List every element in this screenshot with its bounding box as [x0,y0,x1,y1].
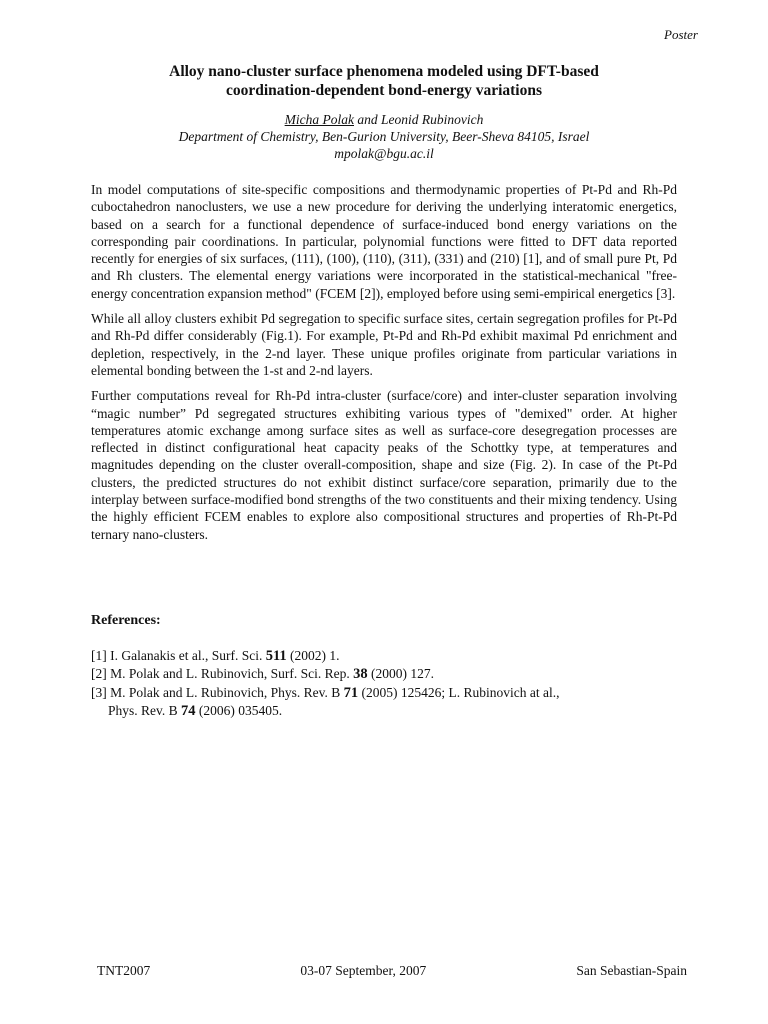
paragraph-2: While all alloy clusters exhibit Pd segregation to specific surface sites, certain segregation profiles for Pt-Pd and Rh-Pd differ considerably (Fig.1). For example, Pt-Pd and Rh-Pd exhibit maximal Pd enrichment and depletion, respectively, in the 2-nd layer. These unique profiles originate from particular variations in elemental bonding between the 1-st and 2-nd layers. [91,311,677,378]
reference-item [91,665,677,683]
reference-item [91,684,677,702]
reference-volume: 511 [265,648,287,664]
reference-text: Phys. Rev. B [108,702,182,718]
reference-text: [2] M. Polak and L. Rubinovich, Surf. Sci. Rep. [91,666,354,682]
footer-location: San Sebastian-Spain [576,963,687,978]
co-authors: and Leonid Rubinovich [354,112,484,127]
reference-text: (2002) 1. [286,648,340,663]
title-line-2: coordination-dependent bond-energy variations [225,82,543,99]
reference-volume: 38 [353,666,368,683]
paragraph-1: In model computations of site-specific compositions and thermodynamic properties of Pt-Pd and Rh-Pd cuboctahedron nanoclusters, we use a new procedure for deriving the underlying interatomic energetics, based on a search for a functional dependence of surface-induced bond energy variations on the corresponding pair coordinations. In particular, polynomial functions were fitted to DFT data reported recently for energies of six surfaces, (111), (100), (110), (311), (331) and (210) [1], and of small pure Pt, Pd and Rh clusters. The elemental energy variations were incorporated in the statistical-mechanical "free-energy concentration expansion method" (FCEM [2]), employed before using semi-empirical energetics [3]. [91,182,677,301]
poster-label: Poster [664,27,698,42]
reference-text: (2005) 125426; L. Rubinovich at al., [358,684,560,700]
paper-title [90,62,678,100]
author-line [90,111,678,129]
reference-text: (2006) 035405. [195,702,283,718]
reference-text: [1] I. Galanakis et al., Surf. Sci. [91,648,266,663]
reference-text: [3] M. Polak and L. Rubinovich, Phys. Rev. B [91,684,344,700]
page-footer [97,963,687,979]
reference-item [91,647,677,665]
affiliation: Department of Chemistry, Ben-Gurion University, Beer-Sheva 84105, Israel [178,129,590,144]
author-email: mpolak@bgu.ac.il [334,146,434,161]
footer-conference: TNT2007 [97,963,151,978]
paragraph-3: Further computations reveal for Rh-Pd intra-cluster (surface/core) and inter-cluster separation involving “magic number” Pd segregated structures exhibiting various types of "demixed" order. At higher temperatures atomic exchange among surface sites as well as surface-core desegregation processes are reflected in distinct configurational heat capacity peaks of the Schottky type, at temperatures and magnitudes depending on the cluster overall-composition, shape and size (Fig. 2). In case of the Pt-Pd clusters, the predicted structures do not exhibit distinct surface/core separation, primarily due to the interplay between surface-modified bond strengths of the two constituents and their mixing tendency. Using the highly efficient FCEM enables to explore also compositional structures and properties of Rh-Pt-Pd ternary nano-clusters. [91,388,677,542]
footer-dates: 03-07 September, 2007 [300,963,427,978]
references-heading: References: [91,613,161,628]
references-list [91,647,677,720]
reference-volume: 71 [343,684,359,701]
reference-item-continuation [91,702,677,720]
abstract-body [91,181,677,551]
reference-text: (2000) 127. [367,666,434,682]
presenting-author: Micha Polak [284,112,354,127]
reference-volume: 74 [181,702,196,719]
title-line-1: Alloy nano-cluster surface phenomena modeled using DFT-based [169,63,599,80]
